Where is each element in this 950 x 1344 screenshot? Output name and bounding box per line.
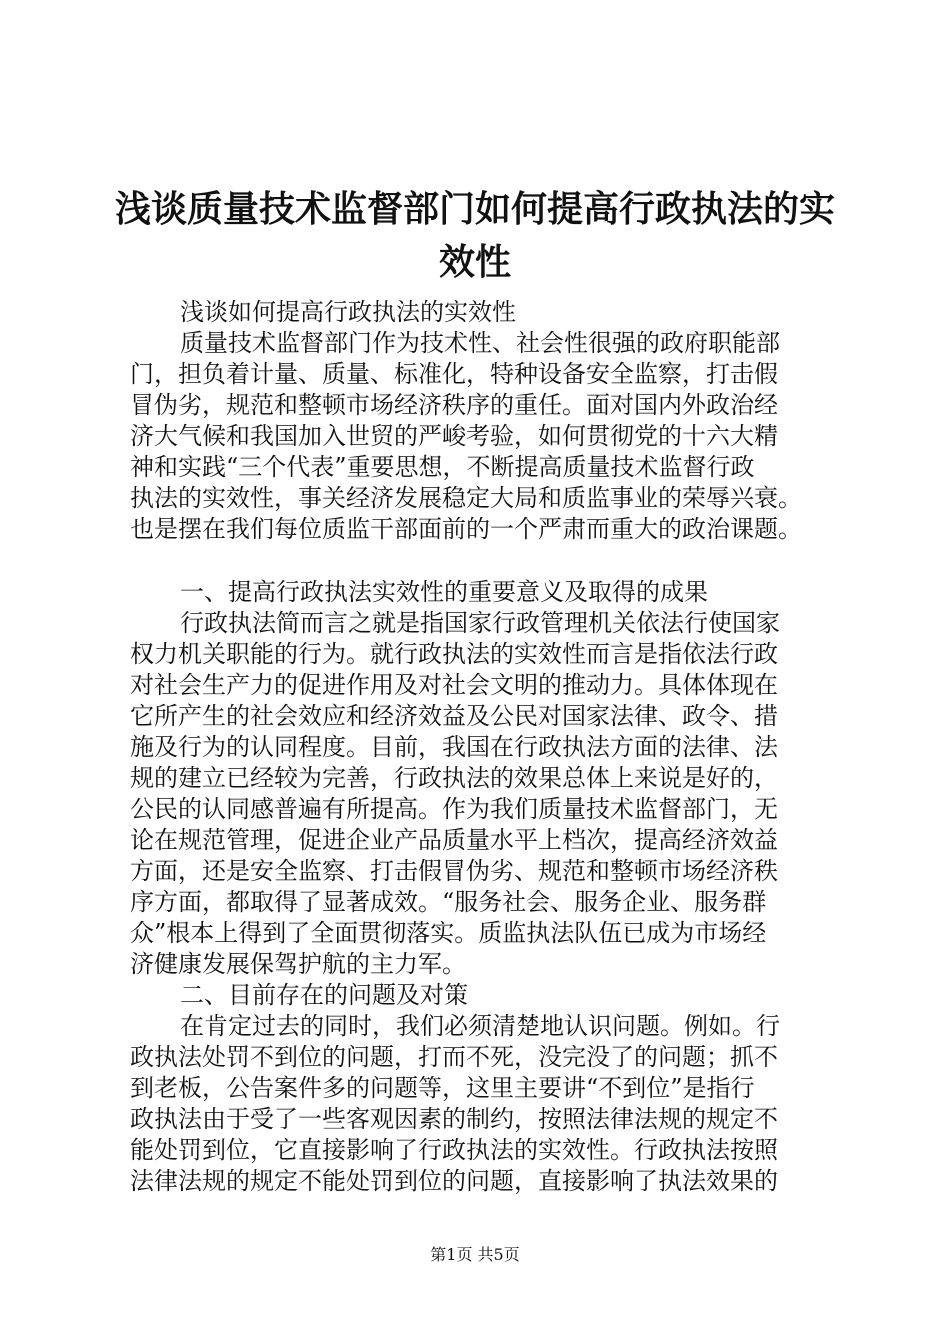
section-heading: 一、提高行政执法实效性的重要意义及取得的成果 [180,578,708,606]
paragraph-line: 对社会生产力的促进作用及对社会文明的推动力。具体体现在 [130,671,778,699]
section-heading: 二、目前存在的问题及对策 [180,981,468,1009]
paragraph-line: 序方面，都取得了显著成效。“服务社会、服务企业、服务群 [130,888,767,916]
paragraph-line: 权力机关职能的行为。就行政执法的实效性而言是指依法行政 [130,640,778,668]
paragraph-line: 政执法处罚不到位的问题，打而不死，没完没了的问题；抓不 [130,1043,778,1071]
document-body [130,297,830,1197]
paragraph-line: 规的建立已经较为完善，行政执法的效果总体上来说是好的， [130,764,778,792]
paragraph-line: 神和实践“三个代表”重要思想，不断提高质量技术监督行政 [130,453,755,481]
paragraph-line: 论在规范管理，促进企业产品质量水平上档次，提高经济效益 [130,826,778,854]
paragraph-line: 冒伪劣，规范和整顿市场经济秩序的重任。面对国内外政治经 [130,391,778,419]
paragraph-line: 济大气候和我国加入世贸的严峻考验，如何贯彻党的十六大精 [130,422,778,450]
paragraph-line: 质量技术监督部门作为技术性、社会性很强的政府职能部 [180,329,780,357]
paragraph-line: 公民的认同感普遍有所提高。作为我们质量技术监督部门，无 [130,795,778,823]
paragraph-line: 法律法规的规定不能处罚到位的问题，直接影响了执法效果的 [130,1167,778,1195]
paragraph-line: 在肯定过去的同时，我们必须清楚地认识问题。例如。行 [180,1012,780,1040]
blank-line [130,545,830,577]
page-footer: 第1页 共5页 [430,1245,520,1264]
document-title-line-1: 浅谈质量技术监督部门如何提高行政执法的实 [114,189,835,230]
paragraph-line: 门，担负着计量、质量、标准化，特种设备安全监察，打击假 [130,360,778,388]
paragraph-line: 方面，还是安全监察、打击假冒伪劣、规范和整顿市场经济秩 [130,857,778,885]
paragraph-line: 到老板，公告案件多的问题等，这里主要讲“不到位”是指行 [130,1074,755,1102]
paragraph-line: 政执法由于受了一些客观因素的制约，按照法律法规的规定不 [130,1105,778,1133]
paragraph-line: 执法的实效性，事关经济发展稳定大局和质监事业的荣辱兴衰。 [130,484,802,512]
paragraph-line: 它所产生的社会效应和经济效益及公民对国家法律、政令、措 [130,702,778,730]
paragraph-line: 济健康发展保驾护航的主力军。 [130,950,466,978]
paragraph-line: 众”根本上得到了全面贯彻落实。质监执法队伍已成为市场经 [130,919,767,947]
paragraph-line: 也是摆在我们每位质监干部面前的一个严肃而重大的政治课题。 [130,515,802,543]
subtitle-line: 浅谈如何提高行政执法的实效性 [180,298,516,326]
document-title-line-2: 效性 [438,242,511,283]
paragraph-line: 能处罚到位，它直接影响了行政执法的实效性。行政执法按照 [130,1136,778,1164]
paragraph-line: 行政执法简而言之就是指国家行政管理机关依法行使国家 [180,609,780,637]
paragraph-line: 施及行为的认同程度。目前，我国在行政执法方面的法律、法 [130,733,778,761]
